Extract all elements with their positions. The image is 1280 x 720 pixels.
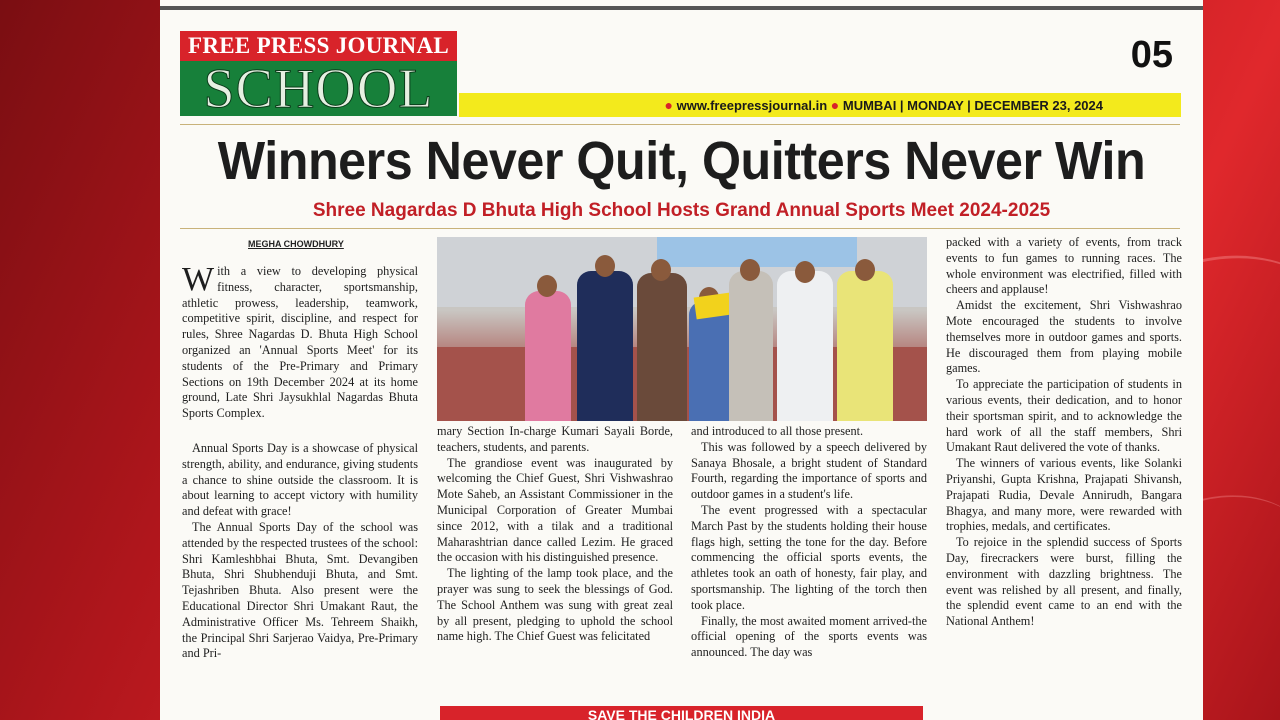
top-rule <box>160 6 1203 10</box>
publication-name: FREE PRESS JOURNAL <box>180 31 457 61</box>
dateline-bar <box>459 93 1181 117</box>
photo-person <box>837 271 893 421</box>
photo-person-head <box>855 259 875 281</box>
page-number: 05 <box>1130 34 1173 76</box>
photo-person-head <box>795 261 815 283</box>
section-name: SCHOOL <box>180 61 457 116</box>
headline: Winners Never Quit, Quitters Never Win <box>217 131 1146 191</box>
article-column-4 <box>946 235 1182 696</box>
article-paragraph: Amidst the excitement, Shri Vishwashrao Mote encouraged the students to involve themselves more in outdoor games and sports. He discouraged them from playing mobile games. <box>946 298 1182 376</box>
photo-person-head <box>651 259 671 281</box>
article-paragraph <box>182 264 418 422</box>
subheadline: Shree Nagardas D Bhuta High School Hosts Grand Annual Sports Meet 2024-2025 <box>312 200 1051 221</box>
photo-person <box>637 273 687 421</box>
photo-person <box>525 291 571 421</box>
bullet-icon: ● <box>664 97 674 113</box>
article-column-2 <box>437 424 673 696</box>
photo-person <box>689 301 729 421</box>
article-paragraph: The lighting of the lamp took place, and the prayer was sung to seek the blessings of God. The School Anthem was sung with great zeal by all present, pledging to uphold the school name high. The Chief Guest was felicitated <box>437 566 673 644</box>
photo-person-head <box>537 275 557 297</box>
website-link: www.freepressjournal.in <box>676 98 828 113</box>
article-paragraph: This was followed by a speech delivered by Sanaya Bhosale, a bright student of Standard Fourth, regarding the importance of sports and outdoor games in a student's life. <box>691 439 927 502</box>
article-paragraph: and introduced to all those present. <box>691 424 864 438</box>
article-column-1 <box>182 264 418 442</box>
divider <box>180 228 1180 229</box>
article-paragraph: The event progressed with a spectacular March Past by the students holding their house flags high, setting the tone for the day. Before commencing the official sports events, the athletes took an oath of honesty, fair play, and sportsmanship. The lighting of the torch then took place. <box>691 502 927 612</box>
divider <box>180 124 1180 125</box>
drop-cap: W <box>182 264 215 298</box>
photo-person <box>729 271 773 421</box>
newspaper-page <box>160 0 1203 720</box>
article-paragraph: To rejoice in the splendid success of Sports Day, firecrackers were burst, filling the environment with dazzling brightness. The event was relished by all present, and finally, the splendid event came to an end with the National Anthem! <box>946 535 1182 629</box>
article-paragraph: packed with a variety of events, from track events to fun games to running races. The whole environment was electrified, filled with cheers and applause! <box>946 235 1182 297</box>
dateline-text: MUMBAI | MONDAY | DECEMBER 23, 2024 <box>842 98 1103 113</box>
bullet-icon: ● <box>830 97 840 113</box>
event-photo <box>437 237 927 421</box>
article-paragraph: Annual Sports Day is a showcase of physical strength, ability, and endurance, giving students a chance to shine outside the classroom. It is about learning to accept victory with humility and defeat with grace! <box>182 441 418 519</box>
footer-banner: SAVE THE CHILDREN INDIA <box>440 706 923 720</box>
article-paragraph: The grandiose event was inaugurated by welcoming the Chief Guest, Shri Vishwashrao Mote Saheb, an Assistant Commissioner in the Municipal Corporation of Greater Mumbai since 2012, with a tilak and a traditional Maharashtrian dance called Lezim. He graced the occasion with his distinguished presence. <box>437 455 673 565</box>
byline: MEGHA CHOWDHURY <box>248 239 344 249</box>
article-paragraph: The Annual Sports Day of the school was attended by the respected trustees of the school: Shri Kamleshbhai Bhuta, Smt. Devangiben Bhuta, Shri Shubhenduji Bhuta, and Smt. Tejashriben Bhuta. Also present were the Educational Director Shri Umakant Raut, the Administrative Officer Ms. Tehreem Shaikh, the Principal Shri Sarjerao Vaidya, Pre-Primary and Pri- <box>182 519 418 661</box>
photo-person <box>777 271 833 421</box>
article-paragraph: The winners of various events, like Solanki Priyanshi, Gupta Krishna, Prajapati Shivansh, Prajapati Rudia, Devale Annirudh, Bangara Bhagya, and many more, were rewarded with trophies, medals, and certificates. <box>946 456 1182 534</box>
photo-person-head <box>595 255 615 277</box>
article-paragraph: Finally, the most awaited moment arrived-the official opening of the sports events was announced. The day was <box>691 613 927 660</box>
article-paragraph: To appreciate the participation of students in various events, their dedication, and to honor their sportsman spirit, and to acknowledge the hard work of all the staff members, Shri Umakant Raut delivered the vote of thanks. <box>946 377 1182 455</box>
paragraph-text: ith a view to developing physical fitness, character, sportsmanship, athletic prowess, leadership, teamwork, competitive spirit, discipline, and respect for rules, Shree Nagardas D. Bhuta High School organized an 'Annual Sports Meet' for its students of the Pre-Primary and Primary Sections on 19th December 2024 at its home ground, Late Shri Jaysukhlal Nagardas Bhuta Sports Complex. <box>182 264 418 421</box>
article-column-3 <box>691 424 927 696</box>
photo-person-head <box>740 259 760 281</box>
article-paragraph: mary Section In-charge Kumari Sayali Borde, teachers, students, and parents. <box>437 424 673 454</box>
photo-person <box>577 271 633 421</box>
article-column-1-continued <box>182 441 418 696</box>
